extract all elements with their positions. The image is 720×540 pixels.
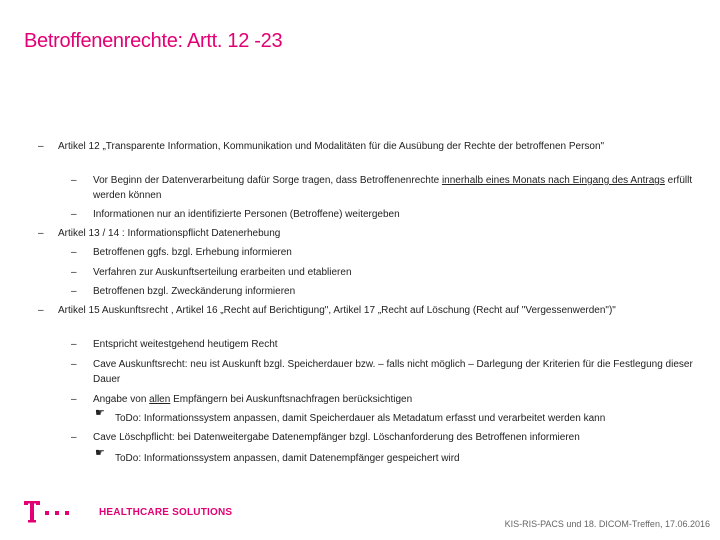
sub-bullet-dash: –	[71, 247, 77, 258]
sub-bullet-dash: –	[71, 175, 77, 186]
sub-bullet-purpose-change: Betroffenen bzgl. Zweckänderung informieren	[93, 286, 296, 297]
sub-bullet-dash: –	[71, 267, 77, 278]
brand-healthcare-solutions: HEALTHCARE SOLUTIONS	[99, 507, 233, 518]
underlined-text: allen	[149, 394, 171, 405]
sub-bullet-dash: –	[71, 359, 77, 370]
sub-bullet-deletion-duty: Cave Löschpflicht: bei Datenweitergabe Datenempfänger bzgl. Löschanforderung des Betroffenen informieren	[93, 432, 580, 443]
pointing-hand-icon: ☛	[95, 447, 105, 459]
sub-bullet-dash: –	[71, 432, 77, 443]
sub-bullet-dash: –	[71, 209, 77, 220]
telekom-logo	[24, 500, 76, 529]
bullet-dash: –	[38, 141, 44, 152]
bullet-article-15-17: Artikel 15 Auskunftsrecht , Artikel 16 „Recht auf Berichtigung", Artikel 17 „Recht auf Löschung (Recht auf "Vergessenwerden")"	[58, 305, 616, 316]
sub-bullet-procedure: Verfahren zur Auskunftserteilung erarbeiten und etablieren	[93, 267, 352, 278]
sub-bullet-dash: –	[71, 339, 77, 350]
slide-title: Betroffenenrechte: Artt. 12 -23	[24, 30, 283, 52]
sub-bullet-dash: –	[71, 394, 77, 405]
todo-store-recipients: ToDo: Informationssystem anpassen, damit Datenempfänger gespeichert wird	[115, 453, 460, 464]
telekom-logo-icon	[24, 500, 76, 524]
text: Angabe von	[93, 394, 150, 405]
sub-bullet-dash: –	[71, 286, 77, 297]
bullet-dash: –	[38, 228, 44, 239]
text: Empfängern bei Auskunftsnachfragen berücksichtigen	[170, 394, 413, 405]
sub-bullet-inform-collection: Betroffenen ggfs. bzgl. Erhebung informieren	[93, 247, 292, 258]
bullet-article-12: Artikel 12 „Transparente Information, Kommunikation und Modalitäten für die Ausübung der Rechte der betroffenen Person"	[58, 141, 605, 152]
sub-bullet-all-recipients	[93, 392, 703, 407]
bullet-dash: –	[38, 305, 44, 316]
pointing-hand-icon: ☛	[95, 407, 105, 419]
text: Vor Beginn der Datenverarbeitung dafür Sorge tragen, dass Betroffenenrechte	[93, 175, 442, 186]
sub-bullet-current-law: Entspricht weitestgehend heutigem Recht	[93, 339, 278, 350]
todo-storage-metadata: ToDo: Informationssystem anpassen, damit Speicherdauer als Metadatum erfasst und verarbeitet werden kann	[115, 413, 606, 424]
sub-bullet-storage-duration: Cave Auskunftsrecht: neu ist Auskunft bzgl. Speicherdauer bzw. – falls nicht möglich – Darlegung der Kriterien für die Festlegung dieser Dauer	[93, 359, 693, 385]
footer-event: KIS-RIS-PACS und 18. DICOM-Treffen, 17.06.2016	[504, 519, 710, 529]
sub-bullet-identified-persons: Informationen nur an identifizierte Personen (Betroffene) weitergeben	[93, 209, 400, 220]
sub-bullet-deadline	[93, 173, 703, 203]
text: erfüllt werden können	[93, 175, 693, 201]
underlined-text: innerhalb eines Monats nach Eingang des Antrags	[441, 175, 665, 186]
bullet-article-13-14: Artikel 13 / 14 : Informationspflicht Datenerhebung	[58, 228, 281, 239]
